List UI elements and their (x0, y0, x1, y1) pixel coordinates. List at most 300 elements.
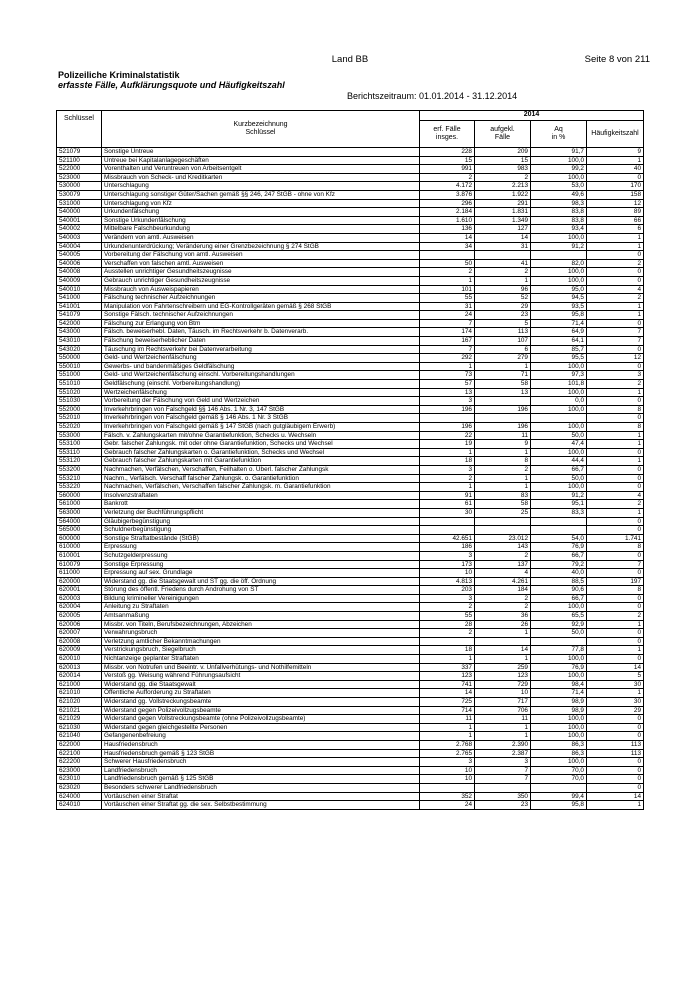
cell-frequency: 113 (587, 749, 644, 758)
cell-description: Widerstand gegen Polizeivollzugsbeamte (102, 706, 420, 715)
cell-solved: 26 (475, 620, 531, 629)
cell-clearance-rate: 98,9 (531, 698, 587, 707)
cell-description: Fälschung beweiserheblicher Daten (102, 337, 420, 346)
cell-description: Vortäuschen einer Straftat gg. die sex. Selbstbestimmung (102, 801, 420, 810)
year-header: 2014 (420, 111, 644, 121)
cell-solved: 196 (475, 423, 531, 432)
cell-frequency: 0 (587, 766, 644, 775)
cell-description: Nachmachen, Verfälschen, Verschaffen falscher Zahlungsk. m. Garantiefunktion (102, 483, 420, 492)
cell-clearance-rate: 100,0 (531, 655, 587, 664)
cell-description: Vorbereitung der Fälschung von Geld und Wertzeichen (102, 397, 420, 406)
table-row (57, 148, 644, 157)
table-row (57, 380, 644, 389)
cell-clearance-rate: 100,0 (531, 276, 587, 285)
cell-key: 540010 (57, 285, 102, 294)
table-row (57, 233, 644, 242)
cell-description: Nichtanzeige geplanter Straftaten (102, 655, 420, 664)
cell-frequency: 0 (587, 655, 644, 664)
cell-cases: 4.813 (420, 577, 475, 586)
cell-clearance-rate: 90,6 (531, 586, 587, 595)
cell-frequency: 2 (587, 500, 644, 509)
cell-cases: 55 (420, 612, 475, 621)
cell-description: Widerstand gegen Vollstreckungsbeamte (ohne Polizeivollzugsbeamte) (102, 715, 420, 724)
cell-solved: 2 (475, 465, 531, 474)
cell-frequency: 9 (587, 148, 644, 157)
cell-description: Inverkehrbringen von Falschgeld gemäß § 147 StGB (nach gutgläubigem Erwerb) (102, 423, 420, 432)
cell-clearance-rate: 95,8 (531, 801, 587, 810)
cell-solved: 5 (475, 319, 531, 328)
table-row (57, 672, 644, 681)
cell-description: Bankrott (102, 500, 420, 509)
cell-clearance-rate: 44,4 (531, 457, 587, 466)
cell-frequency: 0 (587, 629, 644, 638)
cell-key: 540003 (57, 233, 102, 242)
cell-key: 521079 (57, 148, 102, 157)
cell-cases: 2 (420, 173, 475, 182)
cell-description: Schwerer Hausfriedensbruch (102, 758, 420, 767)
table-row (57, 646, 644, 655)
cell-frequency: 0 (587, 276, 644, 285)
page-number: Seite 8 von 211 (584, 54, 650, 65)
cell-clearance-rate: 92,9 (531, 620, 587, 629)
cell-description: Sonstige Fälsch. technischer Aufzeichnungen (102, 311, 420, 320)
cell-cases: 24 (420, 311, 475, 320)
cell-key: 610079 (57, 560, 102, 569)
cell-description: Inverkehrbringen von Falschgeld §§ 146 Abs. 1 Nr. 3, 147 StGB (102, 405, 420, 414)
cell-frequency: 2 (587, 380, 644, 389)
table-row (57, 534, 644, 543)
cell-solved (475, 251, 531, 260)
cell-description: Erpressung (102, 543, 420, 552)
cell-frequency: 29 (587, 706, 644, 715)
cell-cases: 714 (420, 706, 475, 715)
cell-clearance-rate: 100,0 (531, 483, 587, 492)
table-row (57, 225, 644, 234)
table-row (57, 302, 644, 311)
report-subtitle: erfasste Fälle, Aufklärungsquote und Häufigkeitszahl (58, 80, 285, 90)
cell-solved: 29 (475, 302, 531, 311)
cell-key: 551030 (57, 397, 102, 406)
cell-cases: 196 (420, 405, 475, 414)
cell-cases: 2 (420, 268, 475, 277)
table-row (57, 337, 644, 346)
table-row (57, 371, 644, 380)
cell-clearance-rate: 98,9 (531, 706, 587, 715)
cell-cases: 1 (420, 362, 475, 371)
cell-clearance-rate: 100,0 (531, 362, 587, 371)
cell-clearance-rate: 0,0 (531, 397, 587, 406)
cell-key: 523000 (57, 173, 102, 182)
cell-key: 621021 (57, 706, 102, 715)
cell-frequency: 1 (587, 646, 644, 655)
cell-cases (420, 783, 475, 792)
table-row (57, 457, 644, 466)
cell-key: 541001 (57, 302, 102, 311)
cell-solved: 7 (475, 775, 531, 784)
cell-description: Täuschung im Rechtsverkehr bei Datenverarbeitung (102, 345, 420, 354)
cell-cases (420, 637, 475, 646)
cell-key: 621029 (57, 715, 102, 724)
cell-clearance-rate: 76,9 (531, 543, 587, 552)
table-row (57, 715, 644, 724)
cell-frequency: 0 (587, 594, 644, 603)
table-row (57, 483, 644, 492)
cell-description: Gebrauch falscher Zahlungskarten o. Garantiefunktion, Schecks und Wechsel (102, 448, 420, 457)
table-row (57, 792, 644, 801)
cell-description: Gewerbs- und bandenmäßiges Geldfälschung (102, 362, 420, 371)
table-row (57, 526, 644, 535)
cell-cases: 10 (420, 775, 475, 784)
table-row (57, 543, 644, 552)
cell-cases: 31 (420, 302, 475, 311)
cell-clearance-rate: 100,0 (531, 448, 587, 457)
cell-frequency: 1 (587, 801, 644, 810)
cell-description: Missbrauch von Scheck- und Kreditkarten (102, 173, 420, 182)
cell-description: Bildung krimineller Vereinigungen (102, 594, 420, 603)
cell-frequency: 8 (587, 423, 644, 432)
cell-clearance-rate: 53,0 (531, 182, 587, 191)
cell-clearance-rate: 93,5 (531, 302, 587, 311)
cell-clearance-rate: 40,0 (531, 569, 587, 578)
cell-solved: 14 (475, 646, 531, 655)
cell-cases: 228 (420, 148, 475, 157)
table-row (57, 268, 644, 277)
cell-cases (420, 517, 475, 526)
cell-clearance-rate: 100,0 (531, 405, 587, 414)
cell-clearance-rate: 95,0 (531, 285, 587, 294)
cell-key: 620014 (57, 672, 102, 681)
table-row (57, 328, 644, 337)
table-row (57, 405, 644, 414)
cell-solved: 2 (475, 594, 531, 603)
cell-cases (420, 526, 475, 535)
cell-key: 620005 (57, 612, 102, 621)
cell-cases: 173 (420, 560, 475, 569)
cell-description: Widerstand gg. Vollstreckungsbeamte (102, 698, 420, 707)
cell-description: Hausfriedensbruch gemäß § 123 StGB (102, 749, 420, 758)
cell-cases: 1 (420, 732, 475, 741)
cell-frequency: 8 (587, 405, 644, 414)
table-row (57, 663, 644, 672)
cell-key: 621020 (57, 698, 102, 707)
cell-cases: 42.651 (420, 534, 475, 543)
cell-cases: 174 (420, 328, 475, 337)
cell-clearance-rate: 64,9 (531, 328, 587, 337)
table-row (57, 465, 644, 474)
column-header-clearance-rate (531, 121, 587, 148)
cell-solved: 11 (475, 715, 531, 724)
column-header-cases-text: erf. Fälle insges. (433, 125, 461, 141)
table-row (57, 182, 644, 191)
cell-clearance-rate (531, 637, 587, 646)
cell-key: 610001 (57, 551, 102, 560)
cell-clearance-rate: 65,5 (531, 612, 587, 621)
cell-solved: 6 (475, 345, 531, 354)
cell-cases: 3 (420, 758, 475, 767)
cell-description: Gebr. falscher Zahlungsk. mit oder ohne Garantiefunktion, Schecks und Wechsel (102, 440, 420, 449)
cell-key: 540000 (57, 208, 102, 217)
cell-cases: 73 (420, 371, 475, 380)
cell-solved: 96 (475, 285, 531, 294)
cell-description: Anleitung zu Straftaten (102, 603, 420, 612)
cell-cases: 352 (420, 792, 475, 801)
cell-key: 620013 (57, 663, 102, 672)
cell-description: Verwahrungsbruch (102, 629, 420, 638)
cell-cases (420, 251, 475, 260)
cell-clearance-rate (531, 414, 587, 423)
table-row (57, 285, 644, 294)
cell-description: Untreue bei Kapitalanlagegeschäften (102, 156, 420, 165)
cell-solved: 1 (475, 732, 531, 741)
cell-cases: 991 (420, 165, 475, 174)
cell-solved (475, 517, 531, 526)
cell-frequency: 2 (587, 612, 644, 621)
cell-solved: 1 (475, 276, 531, 285)
table-row (57, 311, 644, 320)
cell-key: 620004 (57, 603, 102, 612)
cell-solved: 1 (475, 448, 531, 457)
cell-frequency: 14 (587, 663, 644, 672)
cell-solved: 8 (475, 457, 531, 466)
cell-solved: 137 (475, 560, 531, 569)
cell-clearance-rate: 99,2 (531, 165, 587, 174)
cell-description: Fälschung technischer Aufzeichnungen (102, 294, 420, 303)
cell-frequency: 0 (587, 397, 644, 406)
cell-description: Nachmachen, Verfälschen, Verschaffen, Feilhalten o. Überl. falscher Zahlungsk (102, 465, 420, 474)
cell-frequency: 0 (587, 345, 644, 354)
table-row (57, 637, 644, 646)
cell-description: Sonstige Straftatbestände (StGB) (102, 534, 420, 543)
cell-clearance-rate: 47,4 (531, 440, 587, 449)
cell-solved: 83 (475, 491, 531, 500)
table-row (57, 216, 644, 225)
cell-clearance-rate: 79,2 (531, 560, 587, 569)
cell-clearance-rate: 99,4 (531, 792, 587, 801)
cell-cases: 57 (420, 380, 475, 389)
cell-cases: 3.876 (420, 190, 475, 199)
cell-cases: 136 (420, 225, 475, 234)
cell-description: Unterschlagung sonstiger Güter/Sachen gemäß §§ 246, 247 StGB - ohne von Kfz (102, 190, 420, 199)
cell-description: Gebrauch unrichtiger Gesundheitszeugnisse (102, 276, 420, 285)
cell-key: 531000 (57, 199, 102, 208)
cell-solved: 2.387 (475, 749, 531, 758)
cell-cases: 24 (420, 801, 475, 810)
cell-key: 521100 (57, 156, 102, 165)
cell-clearance-rate: 71,4 (531, 689, 587, 698)
table-row (57, 749, 644, 758)
cell-key: 522000 (57, 165, 102, 174)
column-header-frequency: Häufigkeitszahl (587, 121, 644, 148)
cell-description: Besonders schwerer Landfriedensbruch (102, 783, 420, 792)
cell-cases: 1.610 (420, 216, 475, 225)
cell-solved (475, 637, 531, 646)
cell-clearance-rate: 91,2 (531, 491, 587, 500)
cell-cases: 101 (420, 285, 475, 294)
cell-cases: 14 (420, 233, 475, 242)
cell-clearance-rate: 100,0 (531, 672, 587, 681)
table-row (57, 294, 644, 303)
cell-solved: 71 (475, 371, 531, 380)
table-row (57, 354, 644, 363)
cell-frequency: 1.741 (587, 534, 644, 543)
cell-key: 530079 (57, 190, 102, 199)
cell-description: Unterschlagung (102, 182, 420, 191)
column-header-description-text: Kurzbezeichnung Schlüssel (233, 120, 288, 136)
cell-key: 611000 (57, 569, 102, 578)
cell-frequency: 158 (587, 190, 644, 199)
cell-description: Geld- und Wertzeichenfälschung (102, 354, 420, 363)
table-row (57, 689, 644, 698)
cell-clearance-rate: 54,0 (531, 534, 587, 543)
table-row (57, 723, 644, 732)
cell-frequency: 0 (587, 465, 644, 474)
table-row (57, 758, 644, 767)
cell-description: Verletzung der Buchführungspflicht (102, 508, 420, 517)
column-header-description (102, 111, 420, 148)
cell-frequency: 4 (587, 491, 644, 500)
cell-key: 540006 (57, 259, 102, 268)
table-row (57, 612, 644, 621)
cell-frequency: 2 (587, 259, 644, 268)
cell-frequency: 5 (587, 672, 644, 681)
table-row (57, 775, 644, 784)
table-row (57, 594, 644, 603)
table-row (57, 551, 644, 560)
cell-description: Schuldnerbegünstigung (102, 526, 420, 535)
cell-solved: 4.261 (475, 577, 531, 586)
cell-key: 551020 (57, 388, 102, 397)
cell-cases: 22 (420, 431, 475, 440)
cell-solved: 9 (475, 440, 531, 449)
cell-description: Fälschung zur Erlangung von Btm (102, 319, 420, 328)
cell-key: 600000 (57, 534, 102, 543)
cell-frequency: 113 (587, 740, 644, 749)
table-row (57, 620, 644, 629)
cell-frequency: 1 (587, 689, 644, 698)
cell-description: Verändern von amtl. Ausweisen (102, 233, 420, 242)
cell-key: 622200 (57, 758, 102, 767)
cell-solved (475, 526, 531, 535)
cell-solved: 23.012 (475, 534, 531, 543)
cell-description: Missbr. von Titeln, Berufsbezeichnungen, Abzeichen (102, 620, 420, 629)
column-header-solved-text: aufgekl. Fälle (490, 125, 515, 141)
cell-frequency: 0 (587, 319, 644, 328)
cell-description: Ausstellen unrichtiger Gesundheitszeugnisse (102, 268, 420, 277)
cell-key: 540004 (57, 242, 102, 251)
cell-clearance-rate: 50,0 (531, 474, 587, 483)
cell-key: 541079 (57, 311, 102, 320)
table-row (57, 208, 644, 217)
cell-cases: 91 (420, 491, 475, 500)
table-row (57, 440, 644, 449)
cell-key: 540009 (57, 276, 102, 285)
cell-description: Amtsanmaßung (102, 612, 420, 621)
cell-description: Urkundenfälschung (102, 208, 420, 217)
table-row (57, 397, 644, 406)
cell-frequency: 89 (587, 208, 644, 217)
table-row (57, 190, 644, 199)
table-row (57, 448, 644, 457)
cell-frequency: 1 (587, 233, 644, 242)
cell-description: Verstrickungsbruch, Siegelbruch (102, 646, 420, 655)
cell-cases: 741 (420, 680, 475, 689)
cell-cases (420, 414, 475, 423)
cell-clearance-rate: 95,1 (531, 500, 587, 509)
cell-cases: 7 (420, 319, 475, 328)
cell-solved: 143 (475, 543, 531, 552)
cell-description: Hausfriedensbruch (102, 740, 420, 749)
cell-key: 552000 (57, 405, 102, 414)
cell-solved: 1.349 (475, 216, 531, 225)
reporting-period: Berichtszeitraum: 01.01.2014 - 31.12.2014 (347, 91, 518, 101)
cell-key: 621010 (57, 689, 102, 698)
cell-key: 552020 (57, 423, 102, 432)
table-row (57, 586, 644, 595)
cell-key: 553200 (57, 465, 102, 474)
cell-clearance-rate: 83,8 (531, 216, 587, 225)
state-label: Land BB (331, 54, 369, 65)
cell-solved: 107 (475, 337, 531, 346)
cell-frequency: 0 (587, 517, 644, 526)
cell-solved: 279 (475, 354, 531, 363)
cell-cases: 1 (420, 276, 475, 285)
cell-frequency: 1 (587, 431, 644, 440)
cell-cases: 3 (420, 465, 475, 474)
cell-key: 623000 (57, 766, 102, 775)
cell-description: Geldfälschung (einschl. Vorbereitungshandlung) (102, 380, 420, 389)
cell-description: Missbrauch von Ausweispapieren (102, 285, 420, 294)
cell-cases: 4.172 (420, 182, 475, 191)
cell-frequency: 2 (587, 294, 644, 303)
cell-clearance-rate (531, 783, 587, 792)
cell-solved (475, 783, 531, 792)
cell-cases: 203 (420, 586, 475, 595)
cell-solved: 2 (475, 603, 531, 612)
table-body (57, 148, 644, 810)
cell-clearance-rate: 100,0 (531, 233, 587, 242)
table-row (57, 706, 644, 715)
cell-key: 620008 (57, 637, 102, 646)
cell-solved: 983 (475, 165, 531, 174)
cell-key: 610000 (57, 543, 102, 552)
cell-clearance-rate: 50,0 (531, 629, 587, 638)
cell-solved: 259 (475, 663, 531, 672)
cell-key: 541000 (57, 294, 102, 303)
table-row (57, 577, 644, 586)
column-header-clearance-rate-text: Aq in % (551, 125, 566, 141)
cell-solved (475, 397, 531, 406)
cell-cases: 725 (420, 698, 475, 707)
cell-solved: 2 (475, 173, 531, 182)
cell-solved: 729 (475, 680, 531, 689)
cell-frequency: 197 (587, 577, 644, 586)
cell-clearance-rate: 94,5 (531, 294, 587, 303)
cell-clearance-rate: 50,0 (531, 431, 587, 440)
cell-clearance-rate: 91,7 (531, 148, 587, 157)
cell-frequency: 0 (587, 448, 644, 457)
cell-key: 542000 (57, 319, 102, 328)
cell-clearance-rate: 100,0 (531, 388, 587, 397)
table-row (57, 199, 644, 208)
cell-description: Vorbereitung der Fälschung von amtl. Ausweisen (102, 251, 420, 260)
cell-frequency: 170 (587, 182, 644, 191)
statistics-table (56, 110, 644, 810)
table-row (57, 362, 644, 371)
cell-key: 543020 (57, 345, 102, 354)
cell-description: Sonstige Urkundenfälschung (102, 216, 420, 225)
cell-description: Manipulation von Fahrtenschreibern und EG-Kontrollgeräten gemäß § 268 StGB (102, 302, 420, 311)
cell-clearance-rate: 70,0 (531, 775, 587, 784)
